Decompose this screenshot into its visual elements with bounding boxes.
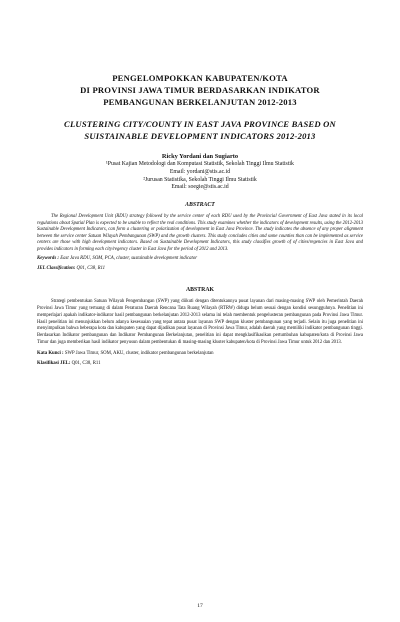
jel-indonesian — [37, 360, 363, 367]
klasifikasi-jel-value: Q01, C38, R11 — [71, 361, 101, 367]
title-id-line: DI PROVINSI JAWA TIMUR BERDASARKAN INDIKATOR — [80, 85, 320, 95]
title-en-line: SUISTAINABLE DEVELOPMENT INDICATORS 2012-2013 — [84, 131, 316, 141]
kata-kunci-value: SWP Jawa Timur, SOM, AKU, cluster, indikator pembangunan berkelanjutan — [64, 351, 214, 357]
keywords-label: Keywords : — [37, 256, 59, 262]
title-english — [30, 118, 370, 142]
affiliation-1: ¹Pusat Kajian Metodologi dan Komputasi Statistik, Sekolah Tinggi Ilmu Statistik — [106, 161, 294, 167]
page-number: 17 — [197, 603, 203, 609]
keywords-english — [37, 256, 363, 263]
kata-kunci-label: Kata Kunci : — [37, 351, 64, 357]
title-id-line: PEMBANGUNAN BERKELANJUTAN 2012-2013 — [103, 97, 297, 107]
abstract-heading: ABSTRACT — [185, 202, 215, 209]
jel-english — [37, 266, 363, 273]
email-2: Email: soegie@stis.ac.id — [171, 184, 229, 191]
jel-value: Q01, C38, R11 — [76, 265, 105, 271]
affiliation-2: ²Jurusan Statistika, Sekolah Tinggi Ilmu Statistik — [143, 176, 257, 183]
abstrak-heading: ABSTRAK — [185, 286, 215, 293]
abstract-english-body: The Regional Development Unit (RDU) strategy followed by the service center of each RDU used by the Provincial Government of East Java stated in its local regulations about Spatial Plan is expected to be unable to reflect the real conditions. This study examines whether the indicators of development results, using the 2012-2013 Sustainable Development Indicators, can form a clustering or polarization of development in East Java Province. The study indicates the absence of any proper alignment between the service center Satuan Wilayah Pembangunan (SWP) and the growth clusters. This study concludes cities and some counties than can be implemented as service centers are those with high development indicators. Based on Sustainable Development Indicators, this study classifies growth of of cities/regencies in East Java and provides indicators in forming each city/regency cluster in East Java for the period of 2012 and 2013. — [37, 214, 363, 252]
authors: Ricky Yordani dan Sugiarto — [161, 153, 239, 160]
title-indonesian — [30, 72, 370, 108]
abstrak-indonesian-body: Strategi pembentukan Satuan Wilayah Pengembangan (SWP) yang diikuti dengan ditentukannya pusat layanan dari masing-masing SWP oleh Pemerintah Daerah Provinsi Jawa Timur yang tertuang di dalam Peraturan Daerah Rencana Tata Ruang Wilayah (RTRW) diduga belum sesuai dengan kondisi sesungguhnya. Penelitian ini memperlajari apakah indikator-indikator hasil pembangunan berkelanjutan 2012-2013 selama ini telah membentuk pengelusteran pembangunan pada Provinsi Jawa Timur. Hasil penelitian ini menunjukkan belum adanya kesesuaian yang tepat antara pusat layanan SWP dengan kluster pembangunan yang terjadi. Selain itu juga penelitian ini menyimpulkan bahwa beberapa kota dan kabupaten yang dapat dijadikan pusat layanan di Provinsi Jawa Timur, adalah daerah yang memiliki indikator pembangunan tinggi. Berdasarkan Indikator pembangunan dan Indikator Pembangunan Berkelanjutan, penelitian ini dapat mengklasifikasikan pertumbuhan kabupaten/kota di Provinsi Jawa Timur dan juga memberikan hasil indikator penyusun dalam pembentukan di masing-masing kluster kabupaten/kota di Provinsi Jawa Timur untuk 2012 dan 2013. — [37, 298, 363, 346]
title-id-line: PENGELOMPOKKAN KABUPATEN/KOTA — [112, 73, 288, 83]
paper-page — [0, 72, 400, 622]
klasifikasi-jel-label: Klasifikasi JEL: — [37, 361, 71, 367]
keywords-value: East Java RDU, SOM, PCA, cluster, sustainable development indicator — [60, 256, 198, 262]
keywords-indonesian — [37, 350, 363, 357]
affiliations — [30, 161, 370, 192]
email-1: Email: yordani@stis.ac.id — [169, 168, 231, 175]
title-en-line: CLUSTERING CITY/COUNTY IN EAST JAVA PROVINCE BASED ON — [64, 119, 336, 129]
jel-label: JEL Classification: — [37, 265, 76, 271]
